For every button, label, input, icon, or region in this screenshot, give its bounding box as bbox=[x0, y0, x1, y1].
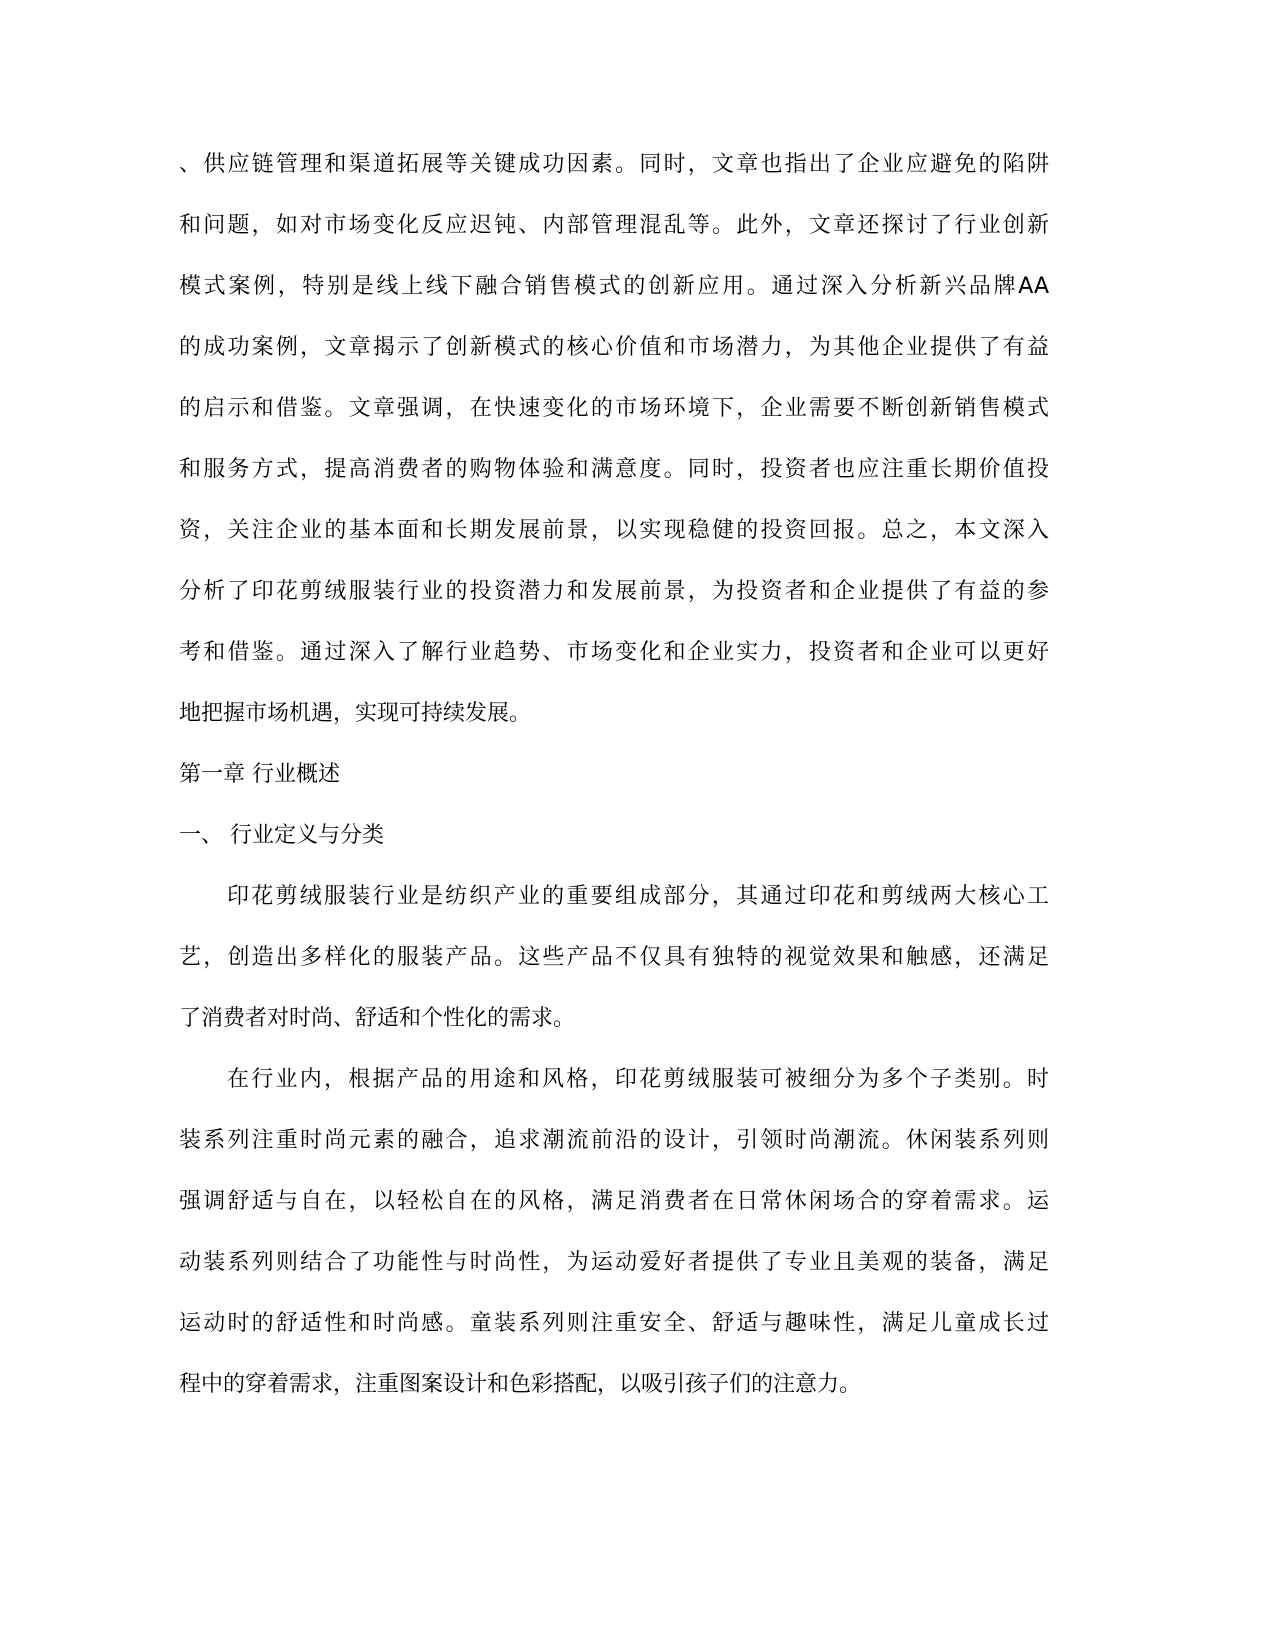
text-line: 的启示和借鉴。文章强调，在快速变化的市场环境下，企业需要不断创新销售模式 bbox=[179, 396, 1049, 421]
text-line: 强调舒适与自在，以轻松自在的风格，满足消费者在日常休闲场合的穿着需求。运 bbox=[179, 1189, 1049, 1214]
text-line: 和服务方式，提高消费者的购物体验和满意度。同时，投资者也应注重长期价值投 bbox=[179, 457, 1049, 482]
text-line: 考和借鉴。通过深入了解行业趋势、市场变化和企业实力，投资者和企业可以更好 bbox=[179, 640, 1049, 665]
text-line: 的成功案例，文章揭示了创新模式的核心价值和市场潜力，为其他企业提供了有益 bbox=[179, 335, 1049, 360]
text-line: 印花剪绒服装行业是纺织产业的重要组成部分，其通过印花和剪绒两大核心工 bbox=[227, 884, 1049, 909]
text-line: 资，关注企业的基本面和长期发展前景，以实现稳健的投资回报。总之，本文深入 bbox=[179, 518, 1049, 543]
text-line: 艺，创造出多样化的服装产品。这些产品不仅具有独特的视觉效果和触感，还满足 bbox=[179, 945, 1049, 970]
text-line: 装系列注重时尚元素的融合，追求潮流前沿的设计，引领时尚潮流。休闲装系列则 bbox=[179, 1128, 1049, 1153]
text-line: 和问题，如对市场变化反应迟钝、内部管理混乱等。此外，文章还探讨了行业创新 bbox=[179, 213, 1049, 238]
chapter-title: 第一章 行业概述 bbox=[179, 762, 340, 787]
text-line: 运动时的舒适性和时尚感。童装系列则注重安全、舒适与趣味性，满足儿童成长过 bbox=[179, 1311, 1049, 1336]
text-line: 了消费者对时尚、舒适和个性化的需求。 bbox=[179, 1006, 576, 1031]
text-line: 程中的穿着需求，注重图案设计和色彩搭配，以吸引孩子们的注意力。 bbox=[179, 1372, 862, 1397]
text-line: 分析了印花剪绒服装行业的投资潜力和发展前景，为投资者和企业提供了有益的参 bbox=[179, 579, 1049, 604]
text-line: 模式案例，特别是线上线下融合销售模式的创新应用。通过深入分析新兴品牌AA bbox=[179, 274, 1049, 299]
text-line: 在行业内，根据产品的用途和风格，印花剪绒服装可被细分为多个子类别。时 bbox=[227, 1067, 1049, 1092]
text-line: 、供应链管理和渠道拓展等关键成功因素。同时，文章也指出了企业应避免的陷阱 bbox=[179, 152, 1049, 177]
text-line: 地把握市场机遇，实现可持续发展。 bbox=[179, 701, 532, 726]
text-line: 动装系列则结合了功能性与时尚性，为运动爱好者提供了专业且美观的装备，满足 bbox=[179, 1250, 1049, 1275]
section-title: 一、 行业定义与分类 bbox=[179, 823, 384, 848]
